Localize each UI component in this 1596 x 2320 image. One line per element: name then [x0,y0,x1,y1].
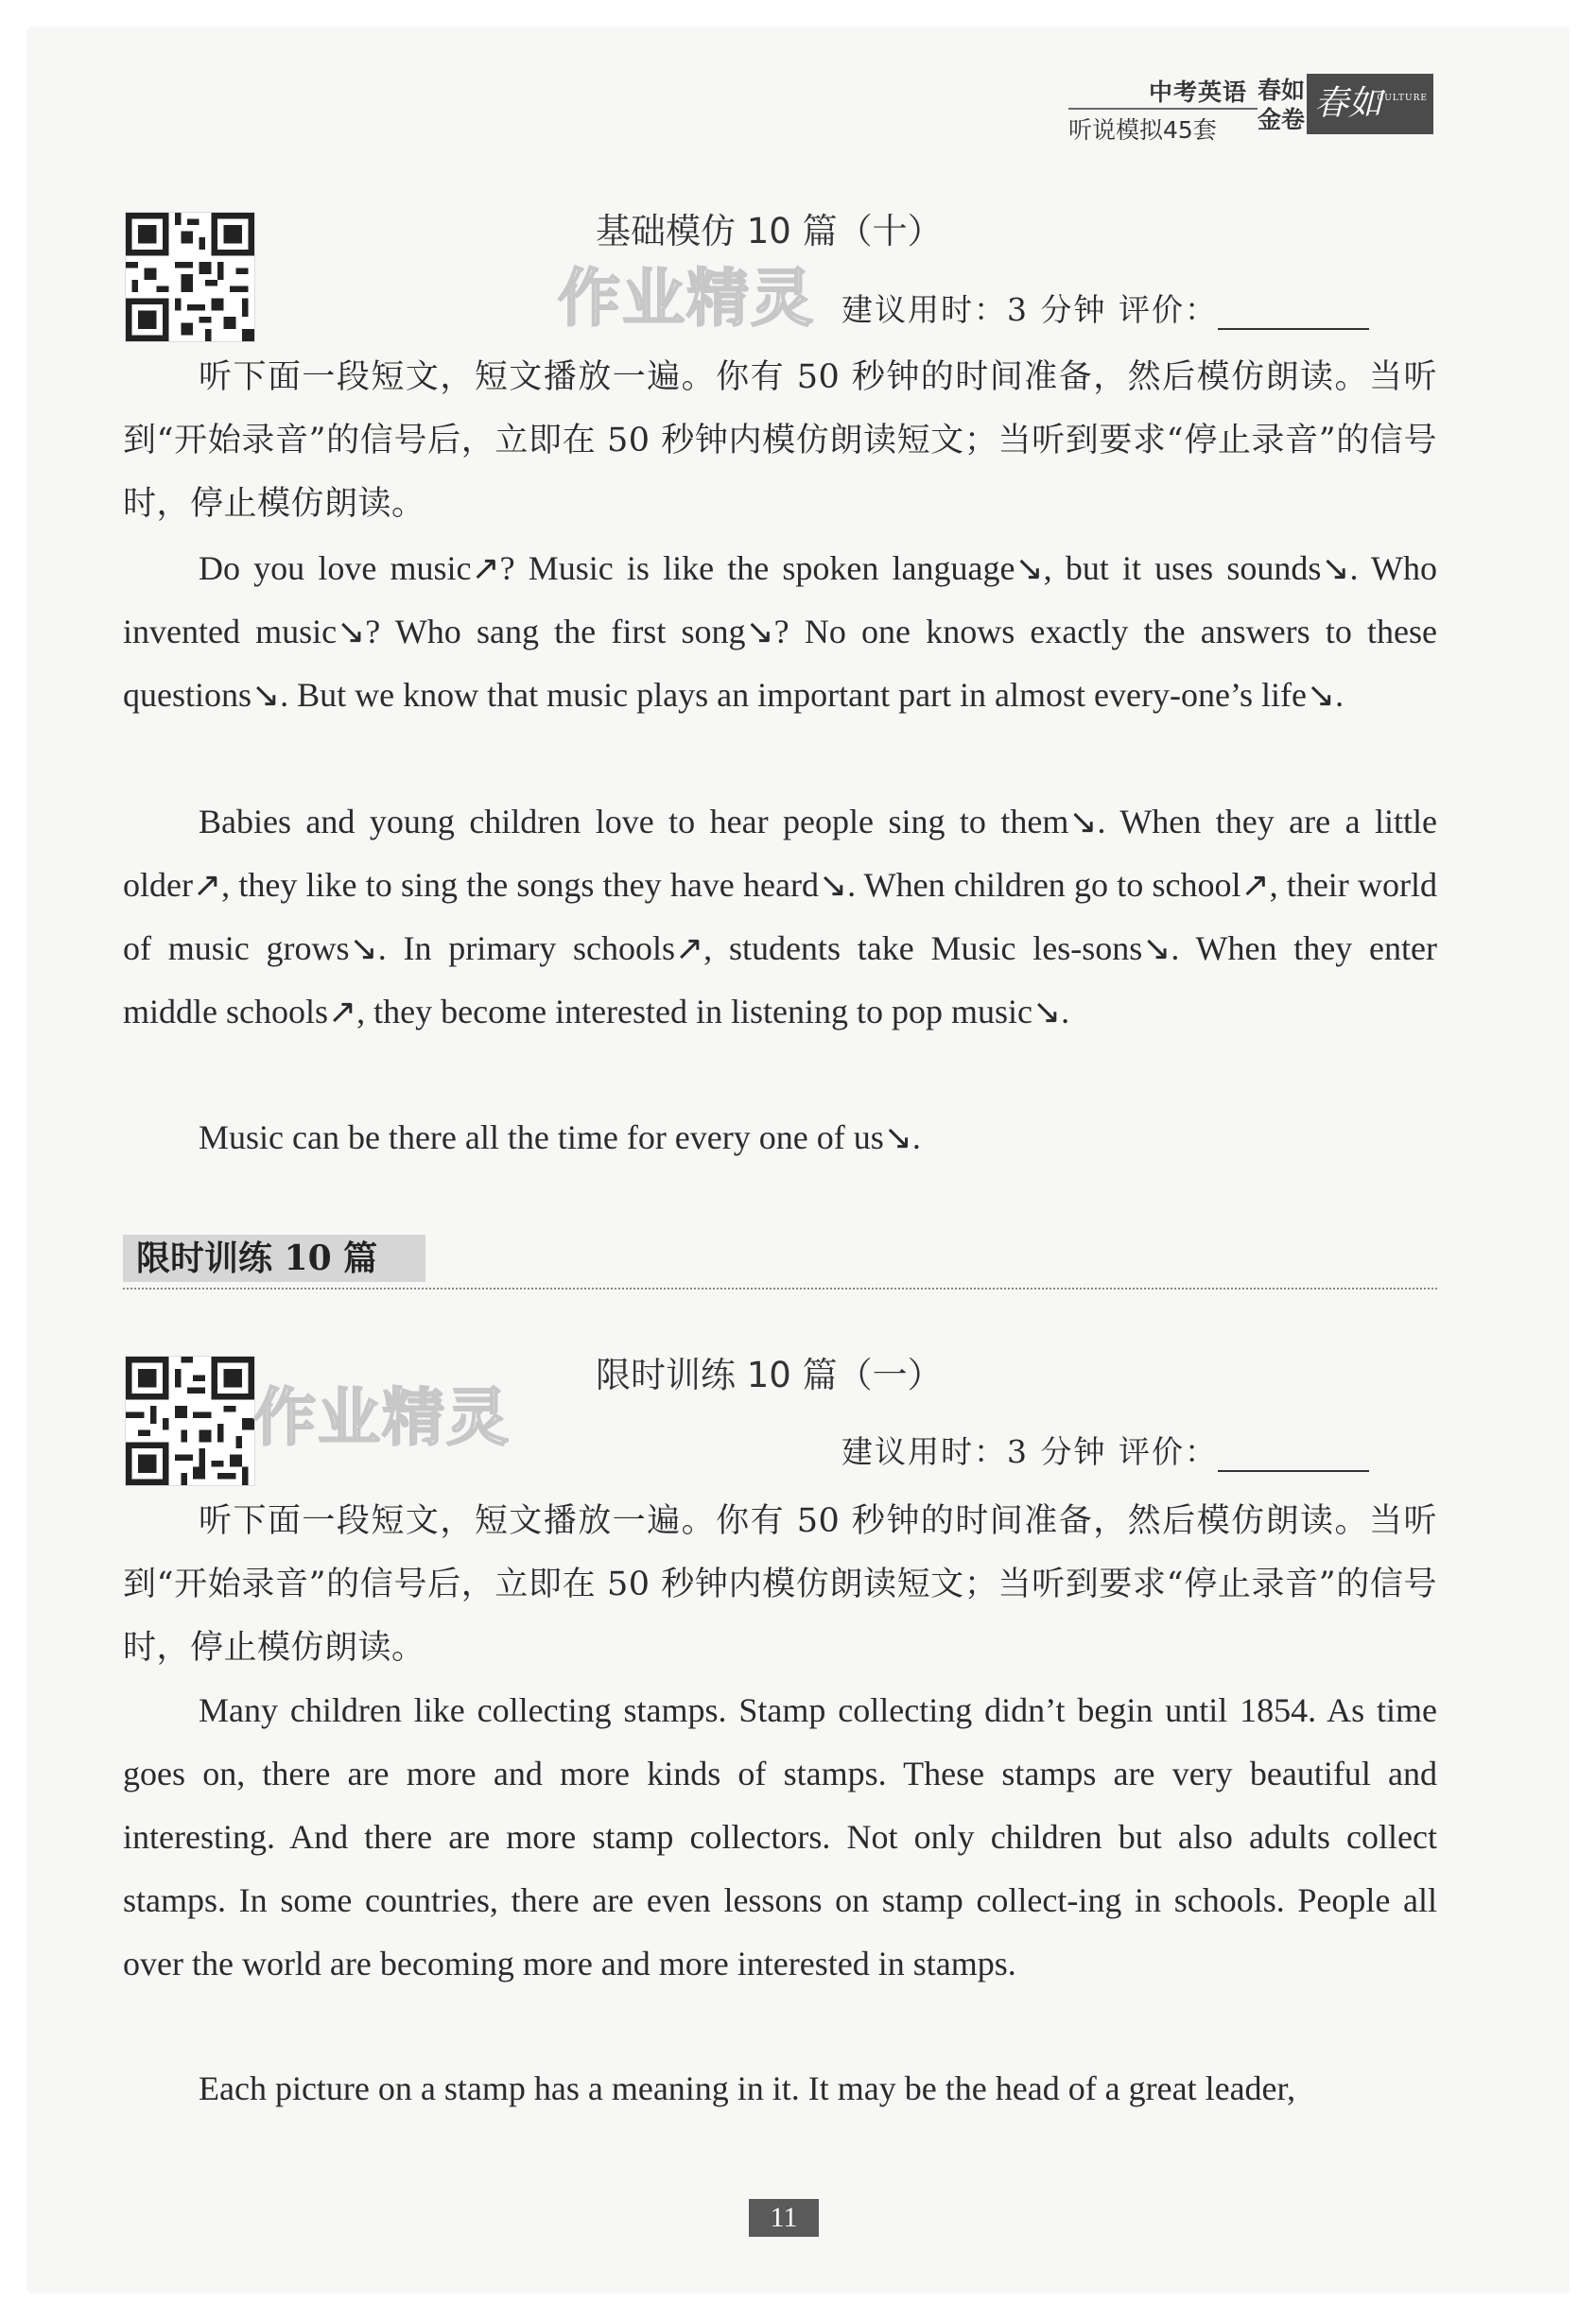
band-label: 限时训练 10 篇 [123,1235,425,1282]
qr-code-icon[interactable] [125,1356,255,1486]
passage-paragraph-1: Do you love music↗? Music is like the spoken language↘, but it uses sounds↘. Who invented music↘? Who sang the first song↘? No one knows exactly the answers to these questions↘. But we know that music plays an important part in almost every-one’s life↘. [123,549,1437,714]
logo-sub-text: CULTURE [1377,94,1428,103]
section-band [123,1231,1437,1290]
suggested-time-label [841,286,1369,330]
series-brand [1068,72,1437,144]
watermark-text: 作业精灵 [558,262,815,335]
rating-blank[interactable] [1218,302,1369,330]
section-title: 限时训练 10 篇（一） [596,1355,943,1395]
instruction-paragraph: 听下面一段短文，短文播放一遍。你有 50 秒钟的时间准备，然后模仿朗读。当听到“开始录音”的信号后，立即在 50 秒钟内模仿朗读短文；当听到要求“停止录音”的信号时，停止模仿朗读。 [123,1502,1437,1667]
page-number: 11 [749,2199,819,2237]
instruction-paragraph: 听下面一段短文，短文播放一遍。你有 50 秒钟的时间准备，然后模仿朗读。当听到“开始录音”的信号后，立即在 50 秒钟内模仿朗读短文；当听到要求“停止录音”的信号时，停止模仿朗读。 [123,358,1437,523]
series-mid-text: 春如金卷 [1258,77,1306,133]
logo-text: 春如 [1314,84,1383,123]
rating-blank[interactable] [1218,1444,1369,1472]
suggested-time-label [841,1428,1369,1472]
series-bottom-text: 听说模拟45套 [1068,108,1258,146]
meta-label-text: 建议用时：3 分钟 评价： [841,1433,1218,1470]
brand-logo [1307,74,1433,134]
passage-paragraph-3: Music can be there all the time for every one of us↘. [199,1118,921,1156]
section-title: 基础模仿 10 篇（十） [596,211,943,251]
passage-paragraph-2: Babies and young children love to hear people sing to them↘. When they are a little older↗, they like to sing the songs they have heard↘. When children go to school↗, their world of music grows↘. In primary schools↗, students take Music les-sons↘. When they enter middle schools↗, they become interested in listening to pop music↘. [123,803,1437,1030]
series-top-text: 中考英语 [1149,78,1248,106]
passage-paragraph-1: Many children like collecting stamps. Stamp collecting didn’t begin until 1854. As time goes on, there are more and more kinds of stamps. These stamps are very beautiful and interesting. And there are more stamp collectors. Not only children but also adults collect stamps. In some countries, there are even lessons on stamp collect-ing in schools. People all over the world are becoming more and more interested in stamps. [123,1691,1437,1982]
qr-code-icon[interactable] [125,212,255,342]
passage-paragraph-2: Each picture on a stamp has a meaning in it. It may be the head of a great leader, [199,2069,1296,2107]
watermark-text: 作业精灵 [253,1381,511,1454]
meta-label-text: 建议用时：3 分钟 评价： [841,291,1218,328]
